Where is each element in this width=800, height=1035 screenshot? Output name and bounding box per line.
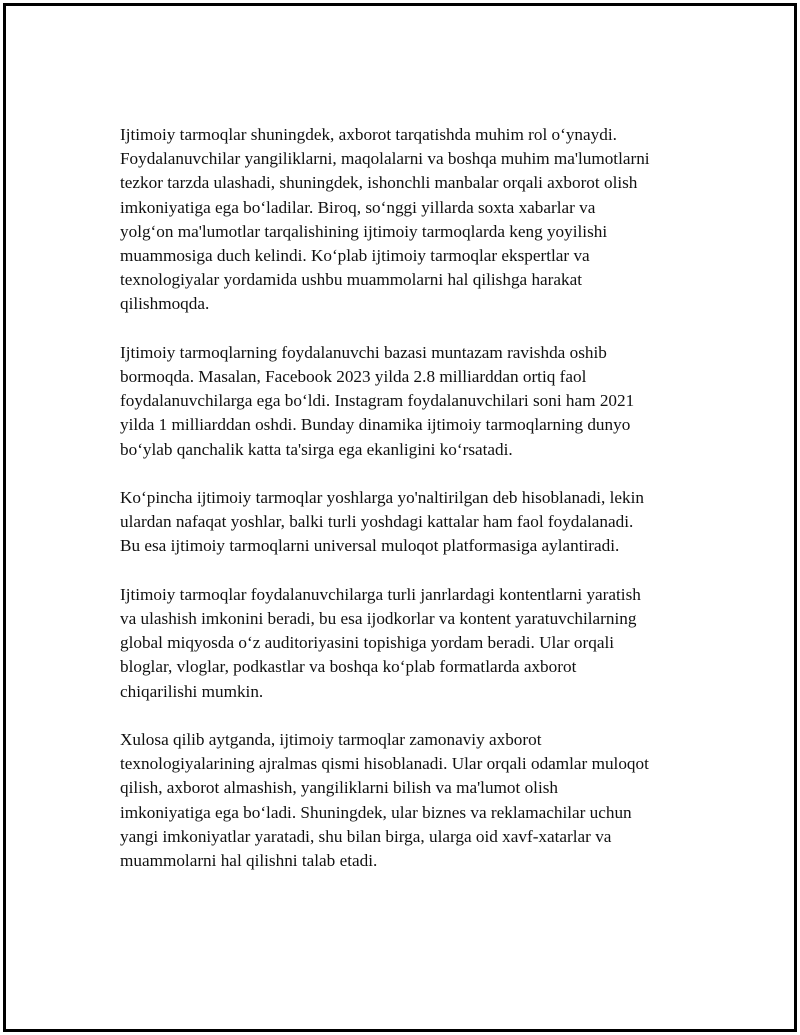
paragraph-line: ulardan nafaqat yoshlar, balki turli yoshdagi kattalar ham faol foydalanadi. (120, 512, 634, 532)
paragraph-line: qilish, axborot almashish, yangiliklarni bilish va ma'lumot olish (120, 778, 558, 798)
paragraph-line: tezkor tarzda ulashadi, shuningdek, ishonchli manbalar orqali axborot olish (120, 173, 638, 193)
paragraph-2 (120, 341, 705, 462)
paragraph-line: yilda 1 milliarddan oshdi. Bunday dinamika ijtimoiy tarmoqlarning dunyo (120, 415, 631, 435)
paragraph-line: Ijtimoiy tarmoqlar shuningdek, axborot tarqatishda muhim rol oʻynaydi. (120, 125, 617, 144)
paragraph-line: yolgʻon ma'lumotlar tarqalishining ijtimoiy tarmoqlarda keng yoyilishi (120, 221, 608, 241)
document-body (120, 123, 705, 873)
paragraph-line: Koʻpincha ijtimoiy tarmoqlar yoshlarga yo'naltirilgan deb hisoblanadi, lekin (120, 488, 645, 508)
paragraph-line: Foydalanuvchilar yangiliklarni, maqolalarni va boshqa muhim ma'lumotlarni (120, 149, 650, 169)
paragraph-line: Bu esa ijtimoiy tarmoqlarni universal muloqot platformasiga aylantiradi. (120, 536, 620, 556)
paragraph-line: qilishmoqda. (120, 294, 210, 314)
paragraph-line: imkoniyatiga ega boʻladi. Shuningdek, ular biznes va reklamachilar uchun (120, 802, 632, 822)
paragraph-line: global miqyosda oʻz auditoriyasini topishiga yordam beradi. Ular orqali (120, 633, 615, 653)
paragraph-3 (120, 486, 705, 559)
paragraph-line: Ijtimoiy tarmoqlar foydalanuvchilarga turli janrlardagi kontentlarni yaratish (120, 584, 641, 604)
paragraph-line: muammosiga duch kelindi. Koʻplab ijtimoiy tarmoqlar ekspertlar va (120, 246, 590, 266)
paragraph-line: texnologiyalarining ajralmas qismi hisoblanadi. Ular orqali odamlar muloqot (120, 754, 649, 774)
paragraph-line: Xulosa qilib aytganda, ijtimoiy tarmoqlar zamonaviy axborot (120, 730, 542, 750)
paragraph-line: bormoqda. Masalan, Facebook 2023 yilda 2.8 milliarddan ortiq faol (120, 367, 587, 387)
paragraph-line: foydalanuvchilarga ega boʻldi. Instagram foydalanuvchilari soni ham 2021 (120, 391, 635, 411)
paragraph-line: texnologiyalar yordamida ushbu muammolarni hal qilishga harakat (120, 270, 583, 290)
paragraph-line: bloglar, vloglar, podkastlar va boshqa koʻplab formatlarda axborot (120, 657, 577, 677)
paragraph-line: Ijtimoiy tarmoqlarning foydalanuvchi bazasi muntazam ravishda oshib (120, 342, 607, 362)
paragraph-line: muammolarni hal qilishni talab etadi. (120, 851, 378, 871)
paragraph-4 (120, 583, 705, 704)
paragraph-line: imkoniyatiga ega boʻladilar. Biroq, soʻnggi yillarda soxta xabarlar va (120, 197, 596, 217)
paragraph-1 (120, 123, 705, 317)
paragraph-line: boʻylab qanchalik katta ta'sirga ega ekanligini koʻrsatadi. (120, 439, 513, 459)
paragraph-5 (120, 728, 705, 873)
document-page (3, 3, 797, 1032)
paragraph-line: yangi imkoniyatlar yaratadi, shu bilan birga, ularga oid xavf-xatarlar va (120, 826, 612, 846)
paragraph-line: chiqarilishi mumkin. (120, 681, 264, 701)
paragraph-line: va ulashish imkonini beradi, bu esa ijodkorlar va kontent yaratuvchilarning (120, 609, 637, 629)
